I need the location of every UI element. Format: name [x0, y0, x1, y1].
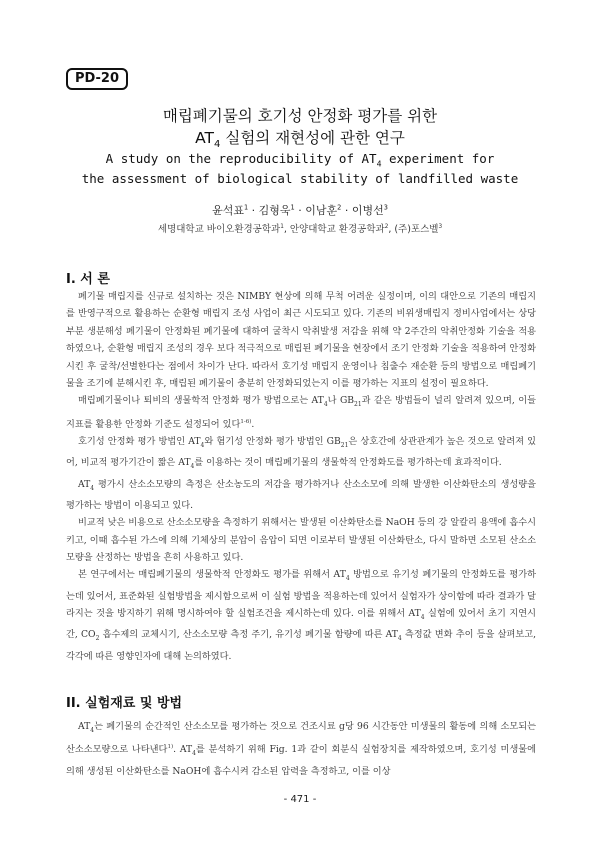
intro-paragraph: 매립폐기물이나 퇴비의 생물학적 안정화 평가 방법으로는 $AT_4$나 $GB_{21}$과 같은 방법들이 널리 알려져 있으며, 이들 지표를 활용한 안정화 기준도 설정되어 있다$^{1-6)}$.: [66, 395, 537, 430]
english-title-line-2: the assessment of biological stability of landfilled waste: [81, 171, 519, 186]
page-number: - 471 -: [283, 794, 317, 805]
intro-paragraph: 본 연구에서는 매립폐기물의 생물학적 안정화도 평가를 위해서 $AT_4$ 방법으로 유기성 폐기물의 안정화도를 평가하는데 있어서, 표준화된 실험방법을 제시함으로써 이 실험 방법을 적용하는데 있어서 실험자가 상이함에 따라 결과가 달라지는 것을 방지하기 위해 명시하여야 할 실험조건을 제시하는데 있다. 이를 위해서 $AT_4$ 실험에 있어서 초기 지연시간, $CO_2$ 흡수제의 교체시기, 산소소모량 측정 주기, 유기성 폐기물 함량에 따른 $AT_4$ 측정값 변화 추이 등을 살펴보고, 각각에 따른 영향인자에 대해 논의하였다.: [66, 569, 537, 662]
english-title-line-1: A study on the reproducibility of $AT_4$ experiment for: [105, 151, 495, 169]
author-list: 윤석표$^1$ · 김형욱$^1$ · 이남훈$^2$ · 이병선$^3$: [212, 203, 388, 217]
intro-paragraph: 호기성 안정화 평가 방법인 $AT_4$와 혐기성 안정화 평가 방법인 $GB_{21}$은 상호간에 상관관계가 높은 것으로 알려져 있어, 비교적 평가기간이 짧은 $AT_4$를 이용하는 것이 매립폐기물의 생물학적 안정화도를 평가하는데 효과적이다.: [66, 436, 536, 471]
korean-title-line-2: $AT_4$ 실험의 재현성에 관한 연구: [195, 129, 405, 151]
intro-paragraph: 폐기물 매립지를 신규로 설치하는 것은 NIMBY 현상에 의해 무척 어려운 실정이며, 이의 대안으로 기존의 매립지를 반영구적으로 활용하는 순환형 매립지 조성 사업이 최근 시도되고 있다. 기존의 비위생매립지 정비사업에서는 상당 부분 생분해성 폐기물이 안정화된 폐기물에 대하여 굴착시 악취발생 저감을 위해 약 2주간의 악취안정화 기술을 적용하였으나, 순환형 매립지 조성의 경우 보다 적극적으로 매립된 폐기물을 현장에서 조기 안정화 기술을 적용하여 안정화시킨 후 굴착/선별한다는 점에서 차이가 난다. 따라서 호기성 매립지 운영이나 침출수 재순환 등의 방법으로 매립폐기물을 조기에 분해시킨 후, 매립된 폐기물이 충분히 안정화되었는지 이를 평가하는 지표의 설정이 필요하다.: [66, 291, 536, 390]
affiliation-line: 세명대학교 바이오환경공학과$^1$, 안양대학교 환경공학과$^2$, (주)포스벨$^3$: [157, 223, 443, 235]
introduction-body: [66, 288, 536, 665]
korean-title-line-1: 매립폐기물의 호기성 안정화 평가를 위한: [162, 107, 438, 125]
section-heading-methods: II. 실험재료 및 방법: [66, 696, 183, 711]
intro-paragraph: $AT_4$ 평가시 산소소모량의 측정은 산소농도의 저감을 평가하거나 산소소모에 의해 발생한 이산화탄소의 생성량을 평가하는 방법이 이용되고 있다.: [66, 478, 536, 511]
intro-paragraph: 비교적 낮은 비용으로 산소소모량을 측정하기 위해서는 발생된 이산화탄소를 NaOH 등의 강 알칼리 용액에 흡수시키고, 이때 흡수된 가스에 의해 기체상의 분압이 음압이 되면 이로부터 발생된 이산화탄소, 다시 말하면 소모된 산소소모량을 산정하는 방법을 흔히 사용하고 있다.: [66, 517, 536, 564]
section-heading-introduction: I. 서 론: [66, 272, 110, 287]
methods-paragraph: $AT_4$는 폐기물의 순간적인 산소소모를 평가하는 것으로 건조시료 g당 96 시간동안 미생물의 활동에 의해 소모되는 산소소모량으로 나타낸다$^{1)}$. $AT_4$를 분석하기 위해 Fig. 1과 같이 회분식 실험장치를 제작하였으며, 호기성 미생물에 의해 생성된 이산화탄소를 NaOH에 흡수시켜 감소된 압력을 측정하고, 이를 이상: [66, 721, 537, 777]
methods-body: [66, 718, 536, 780]
session-badge: PD-20: [66, 68, 128, 90]
